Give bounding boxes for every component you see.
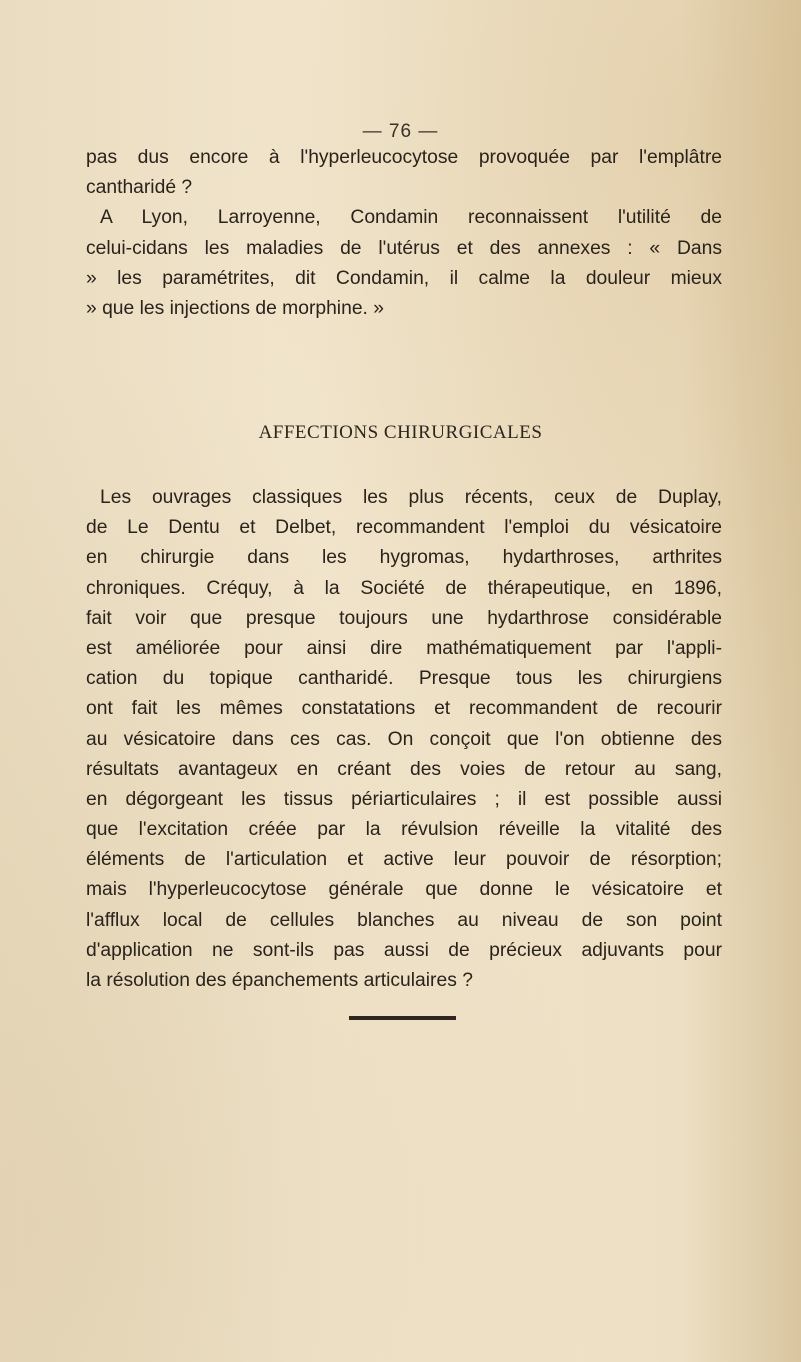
text-line: cation du topique cantharidé. Presque tous les chirurgiens <box>86 668 722 690</box>
text-line: ont fait les mêmes constatations et recommandent de recourir <box>86 698 722 720</box>
text-line: pas dus encore à l'hyperleucocytose provoquée par l'emplâtre <box>86 147 722 168</box>
text-line: la résolution des épanchements articulaires ? <box>86 970 473 991</box>
text-line: en dégorgeant les tissus périarticulaires ; il est possible aussi <box>86 788 722 810</box>
end-rule <box>349 1016 456 1020</box>
text-line: éléments de l'articulation et active leur pouvoir de résorption; <box>86 849 722 871</box>
text-line: chroniques. Créquy, à la Société de thérapeutique, en 1896, <box>86 577 722 599</box>
text-line: A Lyon, Larroyenne, Condamin reconnaissent l'utilité de <box>100 207 722 229</box>
page-number: — 76 — <box>362 121 439 142</box>
text-line: mais l'hyperleucocytose générale que donne le vésicatoire et <box>86 879 722 901</box>
text-line: celui-cidans les maladies de l'utérus et des annexes : « Dans <box>86 237 722 259</box>
text-line: l'afflux local de cellules blanches au niveau de son point <box>86 909 722 931</box>
text-line: de Le Dentu et Delbet, recommandent l'emploi du vésicatoire <box>86 517 722 539</box>
text-line: » que les injections de morphine. » <box>86 297 384 319</box>
text-line: » les paramétrites, dit Condamin, il calme la douleur mieux <box>86 267 722 289</box>
text-line: en chirurgie dans les hygromas, hydarthroses, arthrites <box>86 547 722 569</box>
text-line: d'application ne sont-ils pas aussi de précieux adjuvants pour <box>86 939 722 961</box>
text-line: Les ouvrages classiques les plus récents, ceux de Duplay, <box>100 487 722 508</box>
paragraph-continuation <box>86 143 722 324</box>
section-heading: AFFECTIONS CHIRURGICALES <box>258 422 543 443</box>
text-line: cantharidé ? <box>86 177 193 199</box>
paragraph-surgical <box>86 483 722 996</box>
text-line: résultats avantageux en créant des voies de retour au sang, <box>86 758 722 780</box>
text-line: est améliorée pour ainsi dire mathématiquement par l'appli- <box>86 637 722 659</box>
text-line: au vésicatoire dans ces cas. On conçoit que l'on obtienne des <box>86 728 722 750</box>
text-line: que l'excitation créée par la révulsion réveille la vitalité des <box>86 819 722 841</box>
text-line: fait voir que presque toujours une hydarthrose considérable <box>86 607 722 629</box>
